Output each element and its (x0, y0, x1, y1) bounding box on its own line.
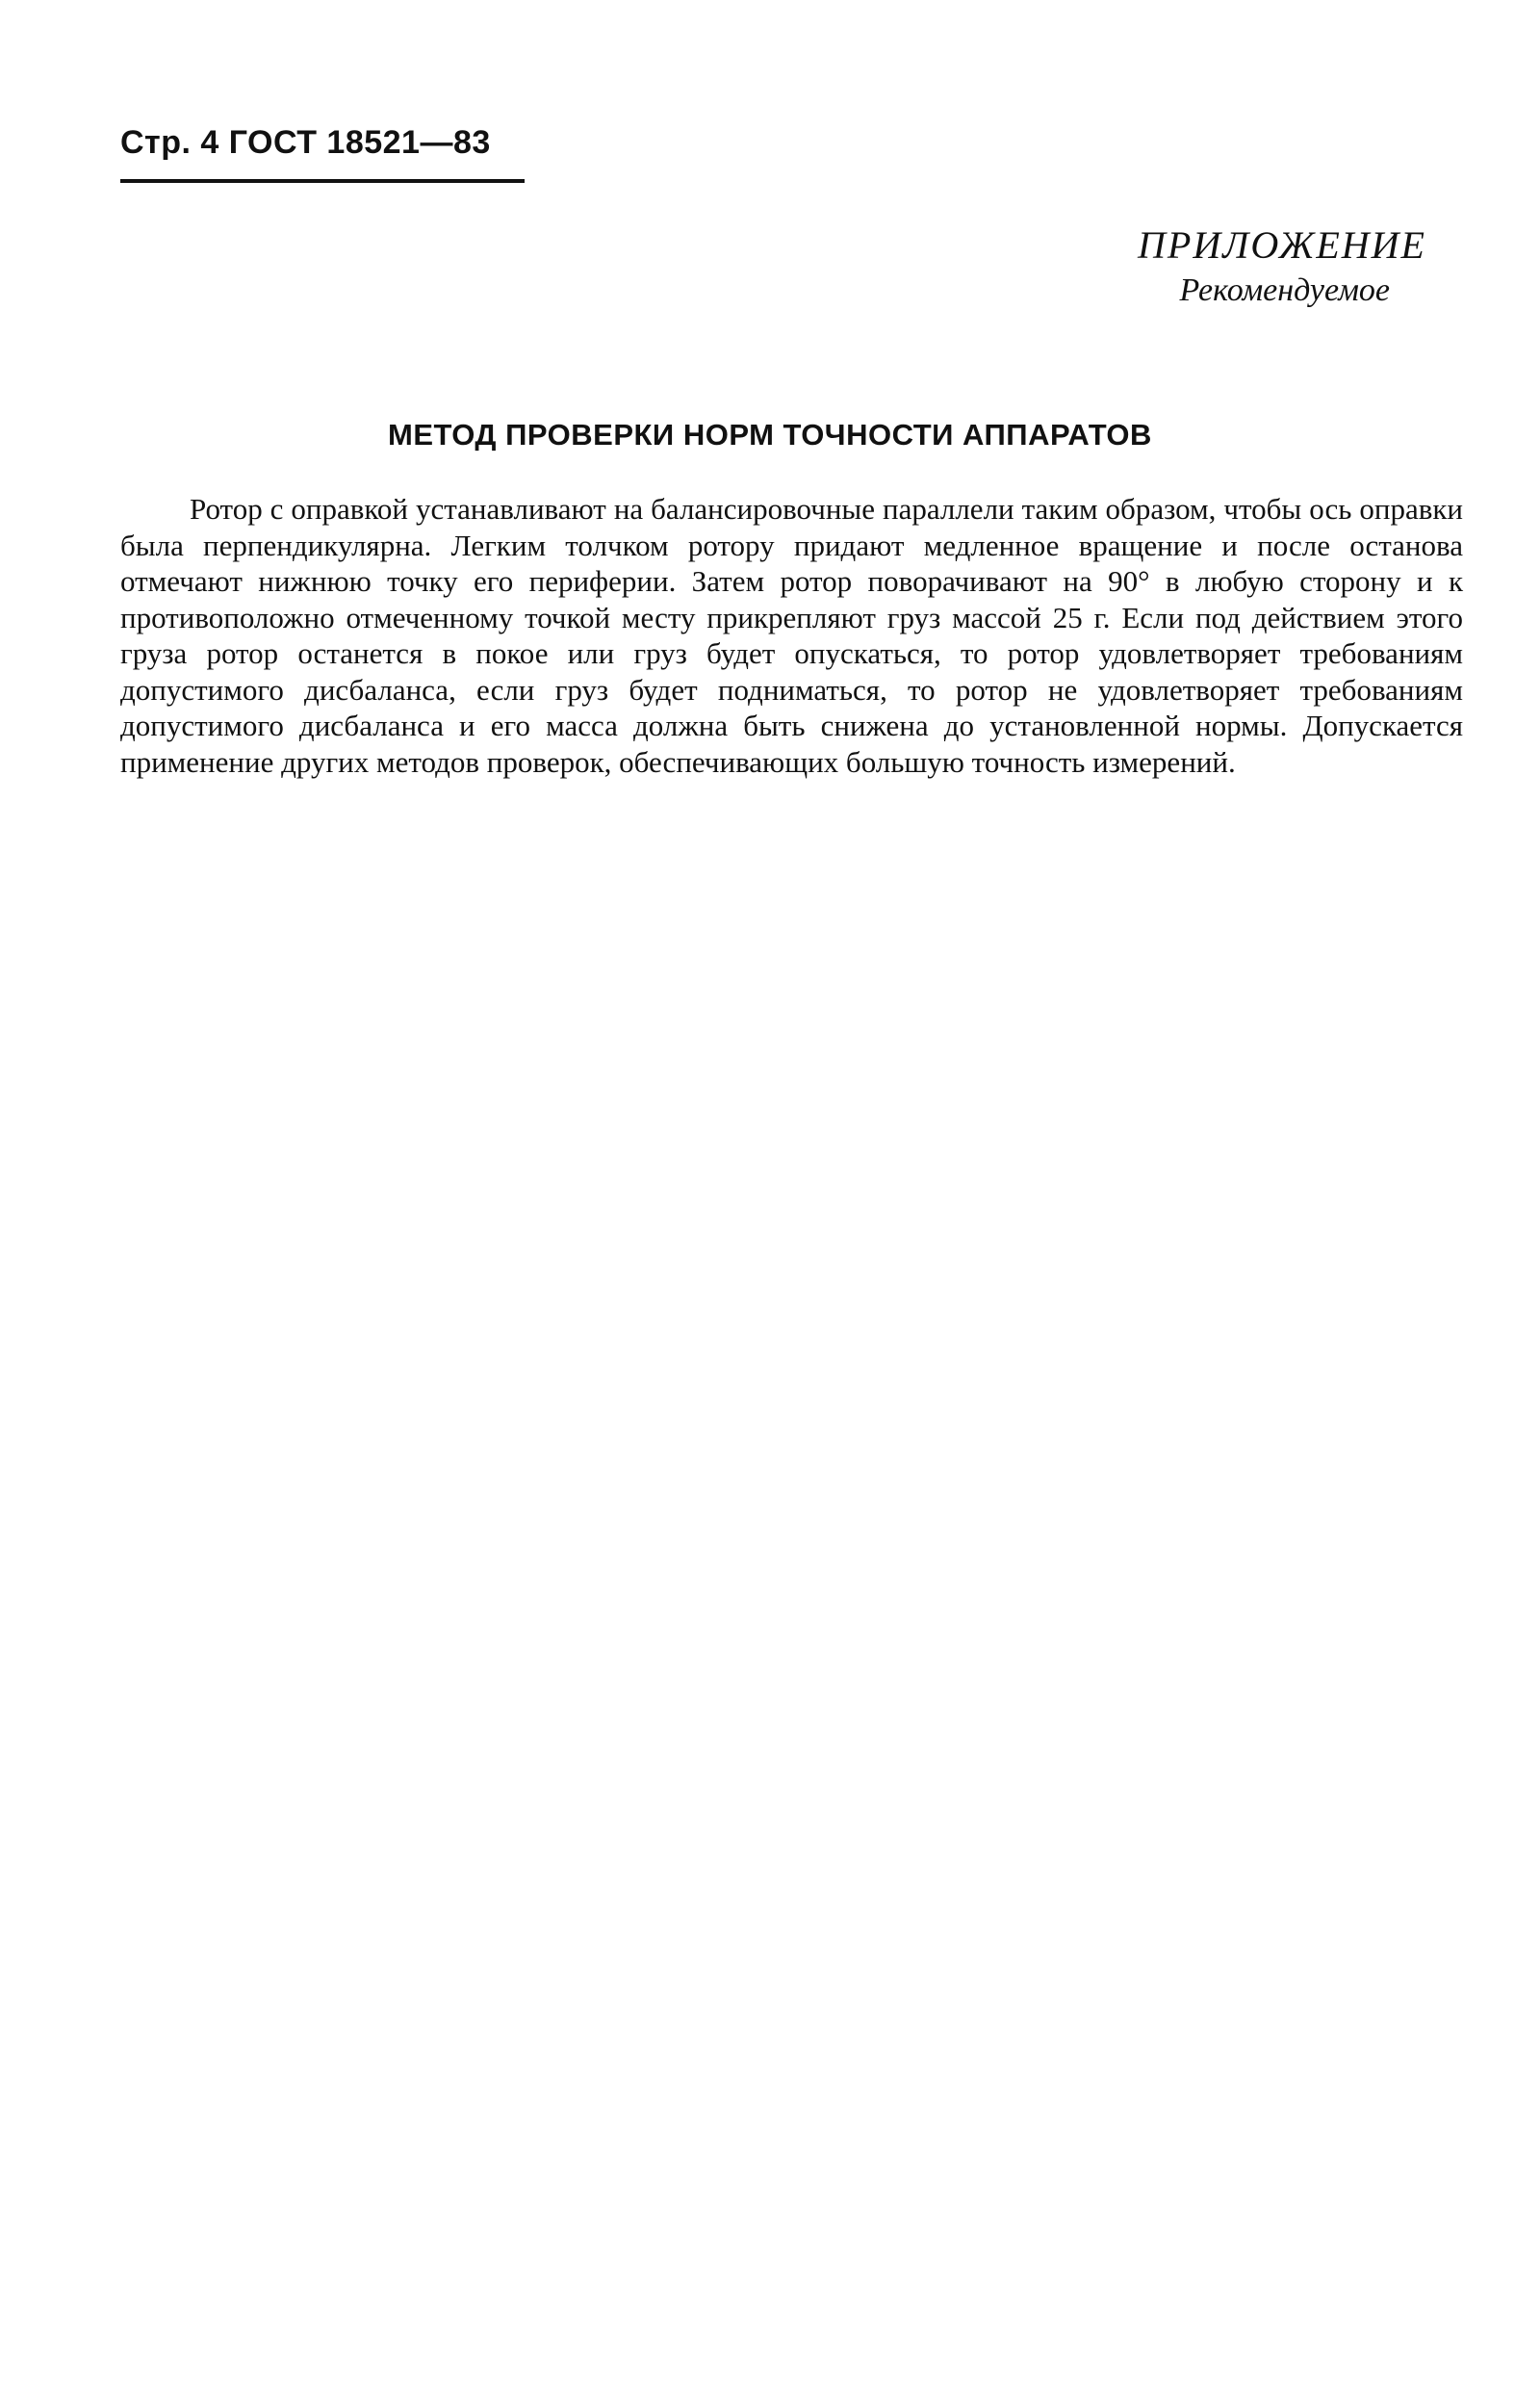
header-rule (120, 179, 525, 183)
page-header (120, 123, 525, 183)
appendix-block (1138, 221, 1426, 312)
page-reference: Стр. 4 ГОСТ 18521—83 (120, 124, 491, 161)
section-title: МЕТОД ПРОВЕРКИ НОРМ ТОЧНОСТИ АППАРАТОВ (388, 418, 1152, 452)
body-paragraph: Ротор с оправкой устанавливают на балансировочные параллели таким образом, чтобы ось оправки была перпендикулярна. Легким толчком ротору придают медленное вращение и после останова отмечают нижнюю точку его периферии. Затем ротор поворачивают на 90° в любую сторону и к противоположно отмеченному точкой месту прикрепляют груз массой 25 г. Если под действием этого груза ротор останется в покое или груз будет опускаться, то ротор удовлетворяет требованиям допустимого дисбаланса, если груз будет подниматься, то ротор не удовлетворяет требованиям допустимого дисбаланса и его масса должна быть снижена до установленной нормы. Допускается применение других методов проверок, обеспечивающих большую точность измерений. (120, 492, 1463, 779)
appendix-subtitle: Рекомендуемое (1179, 272, 1390, 308)
appendix-title: ПРИЛОЖЕНИЕ (1138, 223, 1426, 267)
